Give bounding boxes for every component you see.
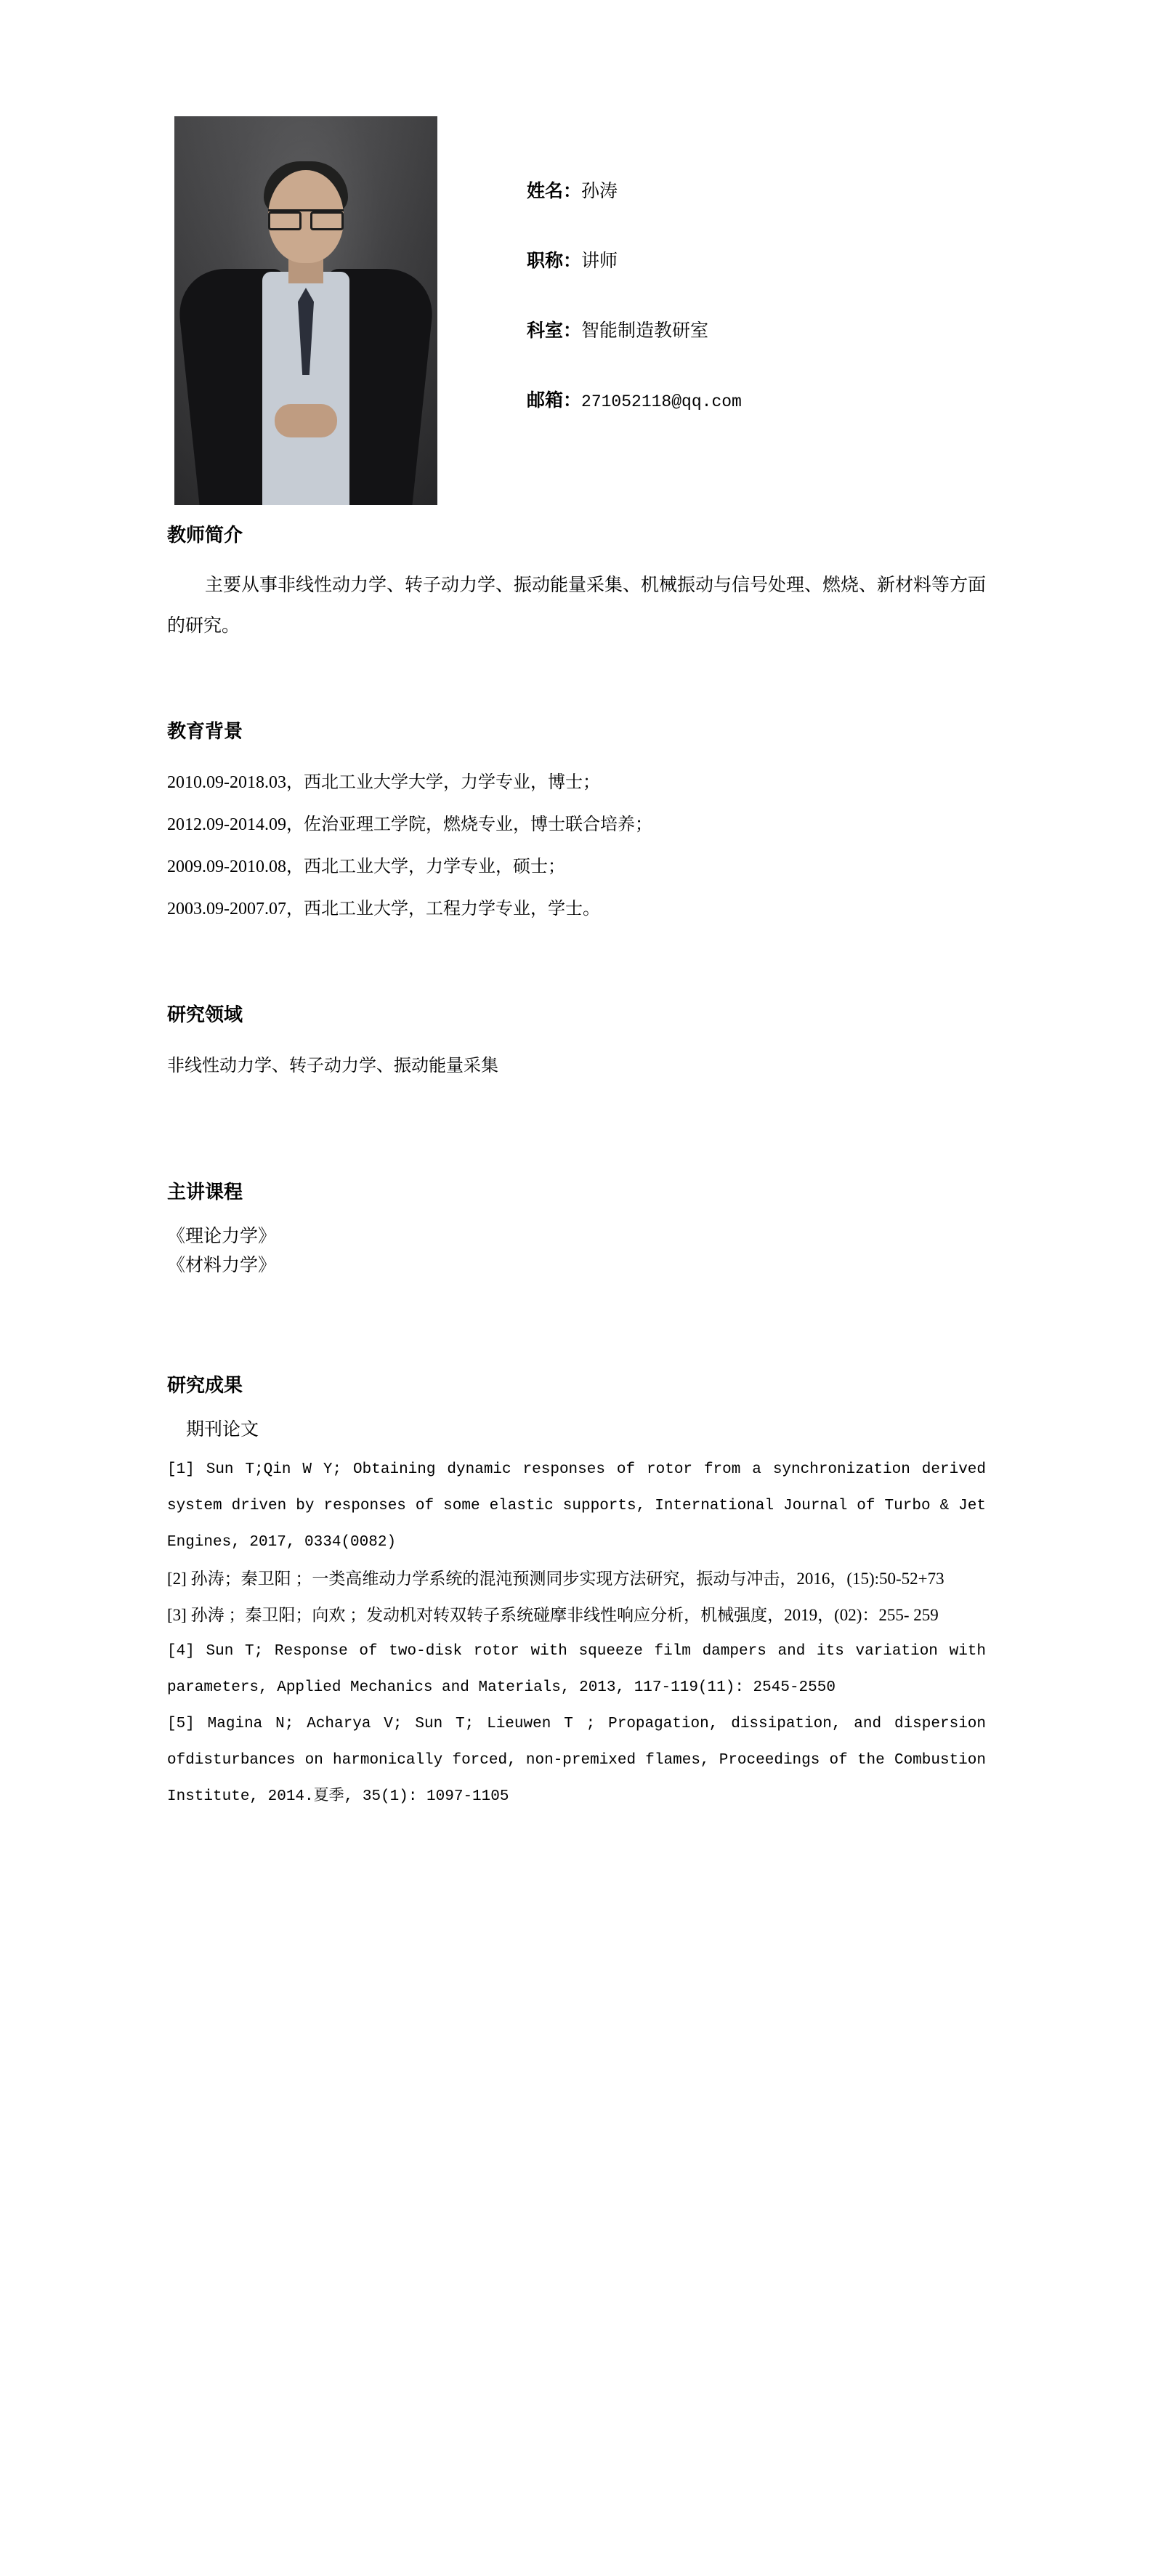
profile-field-name (527, 182, 977, 202)
section-title-achievements: 研究成果 (167, 1375, 243, 1396)
field-value-name: 孙涛 (581, 182, 618, 201)
publication-item: [5] Magina N; Acharya V; Sun T; Lieuwen T ; Propagation, dissipation, and dispersion ofdisturbances on harmonically forced, non-premixed flames, Proceedings of the Combustion Institute, 2014.夏季, 35(1): 1097-1105 (167, 1716, 986, 1805)
subsection-title-journal-papers: 期刊论文 (186, 1420, 259, 1440)
section-title-education: 教育背景 (167, 721, 243, 742)
field-value-title: 讲师 (581, 251, 618, 271)
education-item: 2009.09-2010.08，西北工业大学，力学专业，硕士； (167, 857, 565, 876)
course-item: 《理论力学》 (167, 1227, 277, 1246)
education-item: 2012.09-2014.09，佐治亚理工学院，燃烧专业，博士联合培养； (167, 815, 652, 834)
section-education (167, 719, 986, 930)
section-research-areas (167, 1003, 986, 1087)
photo-hands (275, 404, 337, 437)
publication-item: [4] Sun T; Response of two-disk rotor with squeeze film dampers and its variation with parameters, Applied Mechanics and Materials, 2013, 117-119(11): 2545-2550 (167, 1643, 986, 1696)
field-label-department: 科室： (527, 321, 582, 341)
field-label-email: 邮箱： (527, 391, 582, 411)
intro-paragraph: 主要从事非线性动力学、转子动力学、振动能量采集、机械振动与信号处理、燃烧、新材料等方面的研究。 (167, 576, 987, 636)
course-item: 《材料力学》 (167, 1256, 277, 1275)
profile-field-title (527, 251, 977, 272)
profile-field-department (527, 321, 977, 342)
publication-item: [3] 孙涛 ；秦卫阳；向欢 ；发动机对转双转子系统碰摩非线性响应分析，机械强度，2019，(02)：255- 259 (167, 1606, 939, 1624)
section-title-courses: 主讲课程 (167, 1182, 243, 1203)
publication-item: [1] Sun T;Qin W Y; Obtaining dynamic responses of rotor from a synchronization derived system driven by responses of some elastic supports, International Journal of Turbo & Jet Engines, 2017, 0334(0082) (167, 1461, 986, 1551)
field-value-department: 智能制造教研室 (581, 321, 709, 341)
profile-header (167, 109, 986, 523)
education-item: 2010.09-2018.03，西北工业大学大学，力学专业，博士； (167, 773, 600, 792)
profile-fields (527, 182, 977, 412)
section-courses (167, 1180, 986, 1280)
education-item: 2003.09-2007.07，西北工业大学，工程力学专业，学士。 (167, 900, 600, 918)
field-label-title: 职称： (527, 251, 582, 271)
field-value-email: 271052118@qq.com (581, 392, 742, 411)
profile-photo (174, 116, 437, 505)
section-intro (167, 523, 986, 647)
profile-field-email (527, 391, 977, 412)
section-achievements (167, 1373, 986, 1815)
section-title-research-areas: 研究领域 (167, 1004, 243, 1025)
field-label-name: 姓名： (527, 182, 582, 201)
glasses-icon (268, 209, 344, 227)
section-title-intro: 教师简介 (167, 525, 243, 546)
publication-item: [2] 孙涛；秦卫阳 ；一类高维动力学系统的混沌预测同步实现方法研究，振动与冲击，2016，(15):50-52+73 (167, 1570, 944, 1588)
research-area-item: 非线性动力学、转子动力学、振动能量采集 (167, 1057, 498, 1075)
